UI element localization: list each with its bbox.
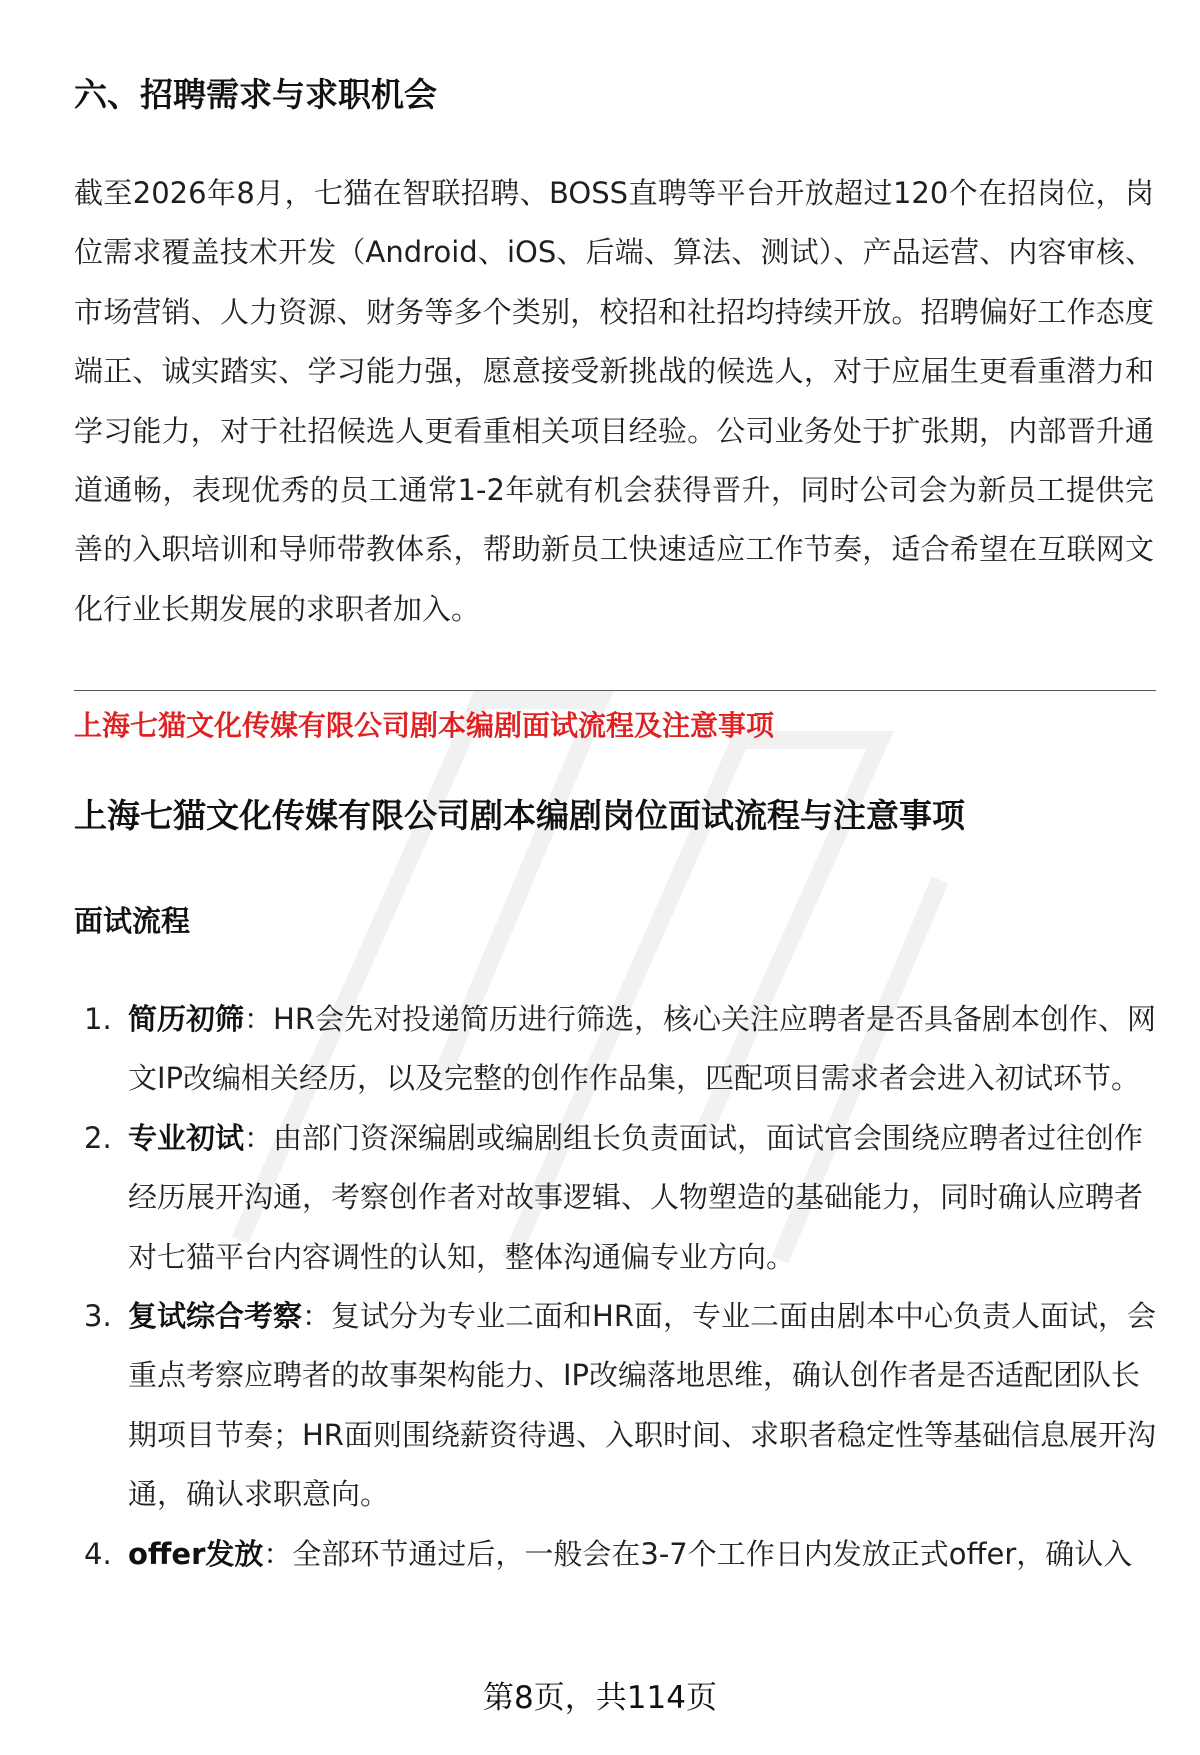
- list-item: [74, 1525, 1156, 1584]
- interview-step-list: [74, 990, 1156, 1584]
- step-label: 专业初试: [128, 1120, 245, 1155]
- section-divider: [74, 690, 1156, 691]
- step-label: offer发放: [128, 1536, 264, 1571]
- list-item: [74, 990, 1156, 1109]
- step-number: 4.: [84, 1536, 112, 1571]
- step-text: ：全部环节通过后，一般会在3-7个工作日内发放正式offer，确认入: [263, 1536, 1133, 1571]
- article-link-title[interactable]: 上海七猫文化传媒有限公司剧本编剧面试流程及注意事项: [74, 709, 775, 742]
- step-number: 1.: [84, 1002, 112, 1036]
- section-heading: 六、招聘需求与求职机会: [74, 75, 437, 114]
- step-text: ：由部门资深编剧或编剧组长负责面试，面试官会围绕应聘者过往创作经历展开沟通，考察创作者对故事逻辑、人物塑造的基础能力，同时确认应聘者对七猫平台内容调性的认知，整体沟通偏专业方向。: [128, 1120, 1144, 1274]
- article-title: 上海七猫文化传媒有限公司剧本编剧岗位面试流程与注意事项: [74, 796, 965, 835]
- step-number: 2.: [84, 1120, 112, 1155]
- list-item: [74, 1287, 1156, 1525]
- list-item: [74, 1109, 1156, 1287]
- interview-process-heading: 面试流程: [74, 904, 191, 938]
- section-paragraph: 截至2026年8月，七猫在智联招聘、BOSS直聘等平台开放超过120个在招岗位，岗位需求覆盖技术开发（Android、iOS、后端、算法、测试）、产品运营、内容审核、市场营销、人力资源、财务等多个类别，校招和社招均持续开放。招聘偏好工作态度端正、诚实踏实、学习能力强，愿意接受新挑战的候选人，对于应届生更看重潜力和学习能力，对于社招候选人更看重相关项目经验。公司业务处于扩张期，内部晋升通道通畅，表现优秀的员工通常1-2年就有机会获得晋升，同时公司会为新员工提供完善的入职培训和导师带教体系，帮助新员工快速适应工作节奏，适合希望在互联网文化行业长期发展的求职者加入。: [74, 176, 1154, 626]
- step-label: 简历初筛: [128, 1002, 245, 1036]
- step-text: ：HR会先对投递简历进行筛选，核心关注应聘者是否具备剧本创作、网文IP改编相关经历，以及完整的创作作品集，匹配项目需求者会进入初试环节。: [128, 1002, 1156, 1096]
- step-text: ：复试分为专业二面和HR面，专业二面由剧本中心负责人面试，会重点考察应聘者的故事架构能力、IP改编落地思维，确认创作者是否适配团队长期项目节奏；HR面则围绕薪资待遇、入职时间、求职者稳定性等基础信息展开沟通，确认求职意向。: [128, 1299, 1156, 1512]
- page-number-footer: 第8页，共114页: [483, 1680, 717, 1716]
- step-label: 复试综合考察: [128, 1299, 303, 1334]
- step-number: 3.: [84, 1299, 112, 1334]
